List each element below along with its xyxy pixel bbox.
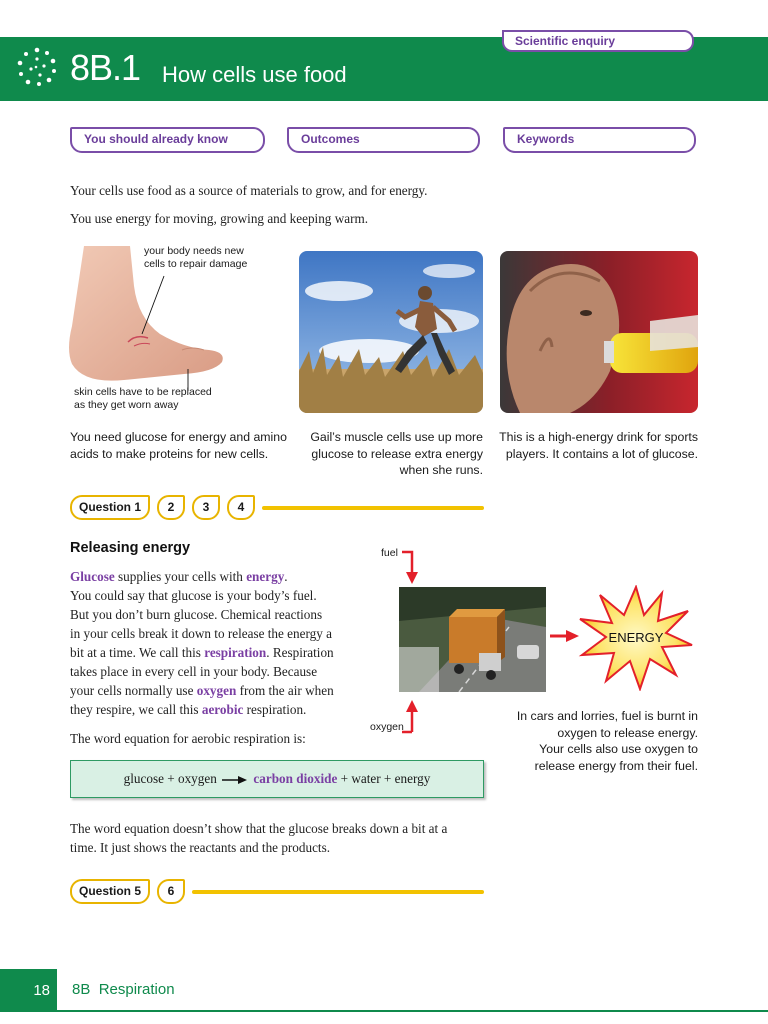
runner-caption: Gail’s muscle cells use up more glucose to release extra energy when she runs. xyxy=(310,430,483,477)
fuel-label: fuel xyxy=(381,547,398,559)
body-line xyxy=(70,605,370,624)
tab-you-should-already-know[interactable]: You should already know xyxy=(70,127,265,153)
body-text: they respire, we call this xyxy=(70,702,202,717)
body-line xyxy=(70,586,370,605)
body-line xyxy=(70,662,370,681)
question-3-button[interactable]: 3 xyxy=(192,495,220,520)
oxygen-label: oxygen xyxy=(370,721,404,733)
intro-paragraph-1: Your cells use food as a source of materials to grow, and for energy. xyxy=(70,183,428,198)
energy-label: ENERGY xyxy=(608,630,664,645)
equation-reactants: glucose + oxygen xyxy=(123,771,217,786)
unit-number: 8B.1 xyxy=(70,47,141,88)
body-line xyxy=(70,624,370,643)
body-text: respiration. xyxy=(243,702,307,717)
footer-unit-name: Respiration xyxy=(98,981,175,998)
foot-label-top: your body needs new cells to repair damage xyxy=(144,245,248,270)
oxygen-arrow-icon xyxy=(402,698,418,734)
foot-label-bottom: skin cells have to be replaced as they get worn away xyxy=(74,386,212,411)
releasing-body-text xyxy=(70,567,370,719)
page-number: 18 xyxy=(0,969,57,1012)
body-line xyxy=(70,681,370,700)
question-divider-line xyxy=(262,506,484,510)
sparkle-dots-icon xyxy=(14,44,60,90)
equation-product-key: carbon dioxide xyxy=(253,771,338,786)
question-4-button[interactable]: 4 xyxy=(227,495,255,520)
scientific-enquiry-tab[interactable]: Scientific enquiry xyxy=(502,30,694,52)
section-heading: Releasing energy xyxy=(70,540,191,556)
lorry-caption: In cars and lorries, fuel is burnt in oxygen to release energy. Your cells also use oxygen to release energy from their fuel. xyxy=(516,709,698,773)
body-text: But you don’t burn glucose. Chemical reactions xyxy=(70,607,323,622)
keyword: Glucose xyxy=(70,569,115,584)
drink-photo xyxy=(500,251,698,413)
body-text: You could say that glucose is your body’s fuel. xyxy=(70,588,317,603)
after-equation-text: The word equation doesn’t show that the glucose breaks down a bit at a time. It just shows the reactants and the products. xyxy=(70,821,448,855)
keyword: respiration xyxy=(204,645,267,660)
energy-arrow-icon xyxy=(550,628,580,644)
question-5-button[interactable]: Question 5 xyxy=(70,879,150,904)
question-divider-line xyxy=(192,890,484,894)
question-6-button[interactable]: 6 xyxy=(157,879,185,904)
foot-caption: You need glucose for energy and amino acids to make proteins for new cells. xyxy=(70,430,287,461)
body-text: takes place in every cell in your body. Because xyxy=(70,664,318,679)
body-text: . Respiration xyxy=(266,645,334,660)
body-line xyxy=(70,643,370,662)
page-title: How cells use food xyxy=(162,62,347,87)
runner-photo xyxy=(299,251,483,413)
body-text: in your cells break it down to release the energy a xyxy=(70,626,332,641)
intro-paragraph-2: You use energy for moving, growing and keeping warm. xyxy=(70,211,369,226)
body-line xyxy=(70,567,370,586)
footer-rule xyxy=(57,1010,768,1012)
tab-keywords[interactable]: Keywords xyxy=(503,127,696,153)
lorry-photo xyxy=(399,587,546,692)
body-text: . xyxy=(284,569,288,584)
equation-intro: The word equation for aerobic respiration is: xyxy=(70,731,306,746)
equation-arrow-icon xyxy=(222,775,248,785)
footer-unit-title xyxy=(72,981,175,998)
word-equation-box xyxy=(70,760,484,798)
drink-caption: This is a high-energy drink for sports players. It contains a lot of glucose. xyxy=(499,430,698,461)
equation-products: + water + energy xyxy=(340,771,431,786)
body-text: supplies your cells with xyxy=(114,569,247,584)
question-2-button[interactable]: 2 xyxy=(157,495,185,520)
body-line xyxy=(70,700,370,719)
body-text: from the air when xyxy=(236,683,334,698)
fuel-arrow-icon xyxy=(402,550,418,586)
keyword: energy xyxy=(246,569,285,584)
keyword: oxygen xyxy=(196,683,237,698)
keyword: aerobic xyxy=(201,702,244,717)
footer-unit-code: 8B xyxy=(72,981,91,998)
tab-outcomes[interactable]: Outcomes xyxy=(287,127,480,153)
body-text: your cells normally use xyxy=(70,683,197,698)
body-text: bit at a time. We call this xyxy=(70,645,205,660)
question-1-button[interactable]: Question 1 xyxy=(70,495,150,520)
